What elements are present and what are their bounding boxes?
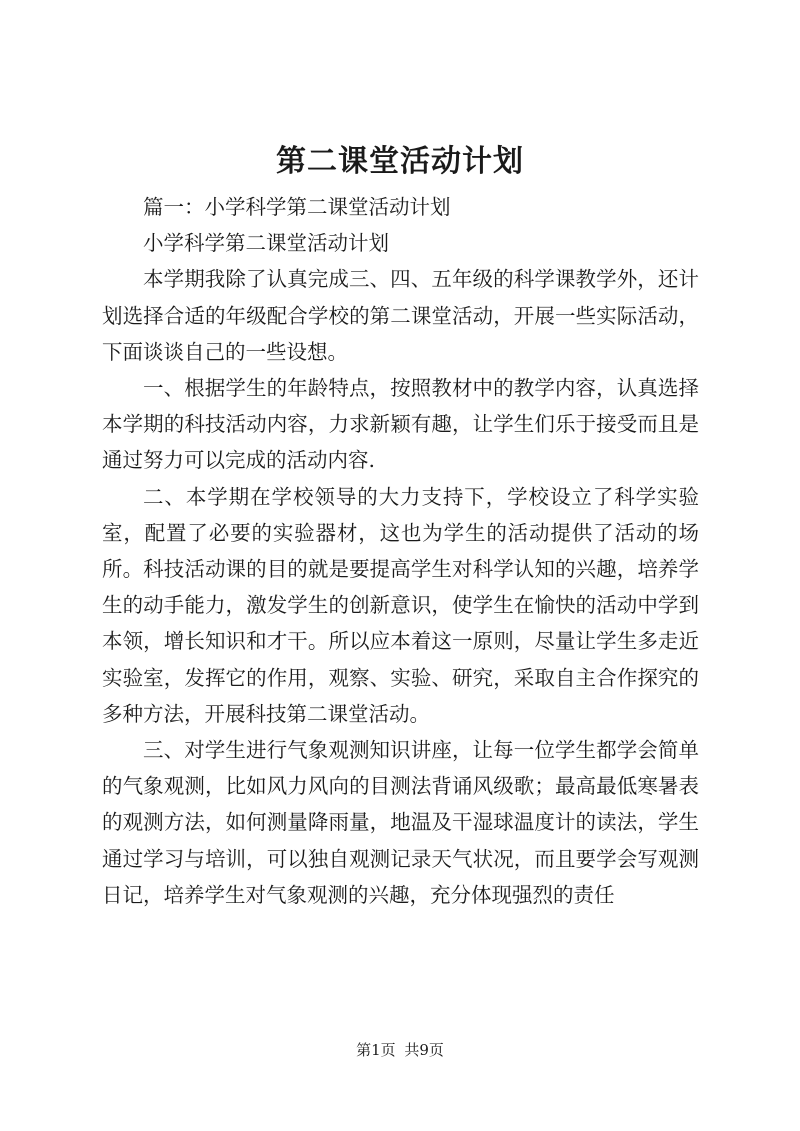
page-footer [0, 1040, 800, 1060]
section-heading: 篇一：小学科学第二课堂活动计划 [143, 195, 451, 219]
page-number: 第1页 [356, 1041, 396, 1059]
page-title: 第二课堂活动计划 [276, 144, 524, 179]
page-total: 共9页 [404, 1041, 444, 1059]
paragraph-three: 三、对学生进行气象观测知识讲座，让每一位学生都学会简单的气象观测，比如风力风向的目测法背诵风级歌；最高最低寒暑表的观测方法，如何测量降雨量，地温及干湿球温度计的读法，学生通过学习与培训，可以独自观测记录天气状况，而且要学会写观测日记，培养学生对气象观测的兴趣，充分体现强烈的责任 [102, 738, 699, 907]
paragraph-one: 一、根据学生的年龄特点，按照教材中的教学内容，认真选择本学期的科技活动内容，力求新颖有趣，让学生们乐于接受而且是通过努力可以完成的活动内容. [102, 376, 699, 473]
document-body [102, 189, 699, 913]
article-title: 小学科学第二课堂活动计划 [143, 231, 389, 256]
paragraph-two: 二、本学期在学校领导的大力支持下，学校设立了科学实验室，配置了必要的实验器材，这也为学生的活动提供了活动的场所。科技活动课的目的就是要提高学生对科学认知的兴趣，培养学生的动手能力，激发学生的创新意识，使学生在愉快的活动中学到本领，增长知识和才干。所以应本着这一原则，尽量让学生多走近实验室，发挥它的作用，观察、实验、研究，采取自主合作探究的多种方法，开展科技第二课堂活动。 [102, 484, 699, 726]
paragraph-intro: 本学期我除了认真完成三、四、五年级的科学课教学外，还计划选择合适的年级配合学校的第二课堂活动，开展一些实际活动，下面谈谈自己的一些设想。 [102, 267, 699, 364]
